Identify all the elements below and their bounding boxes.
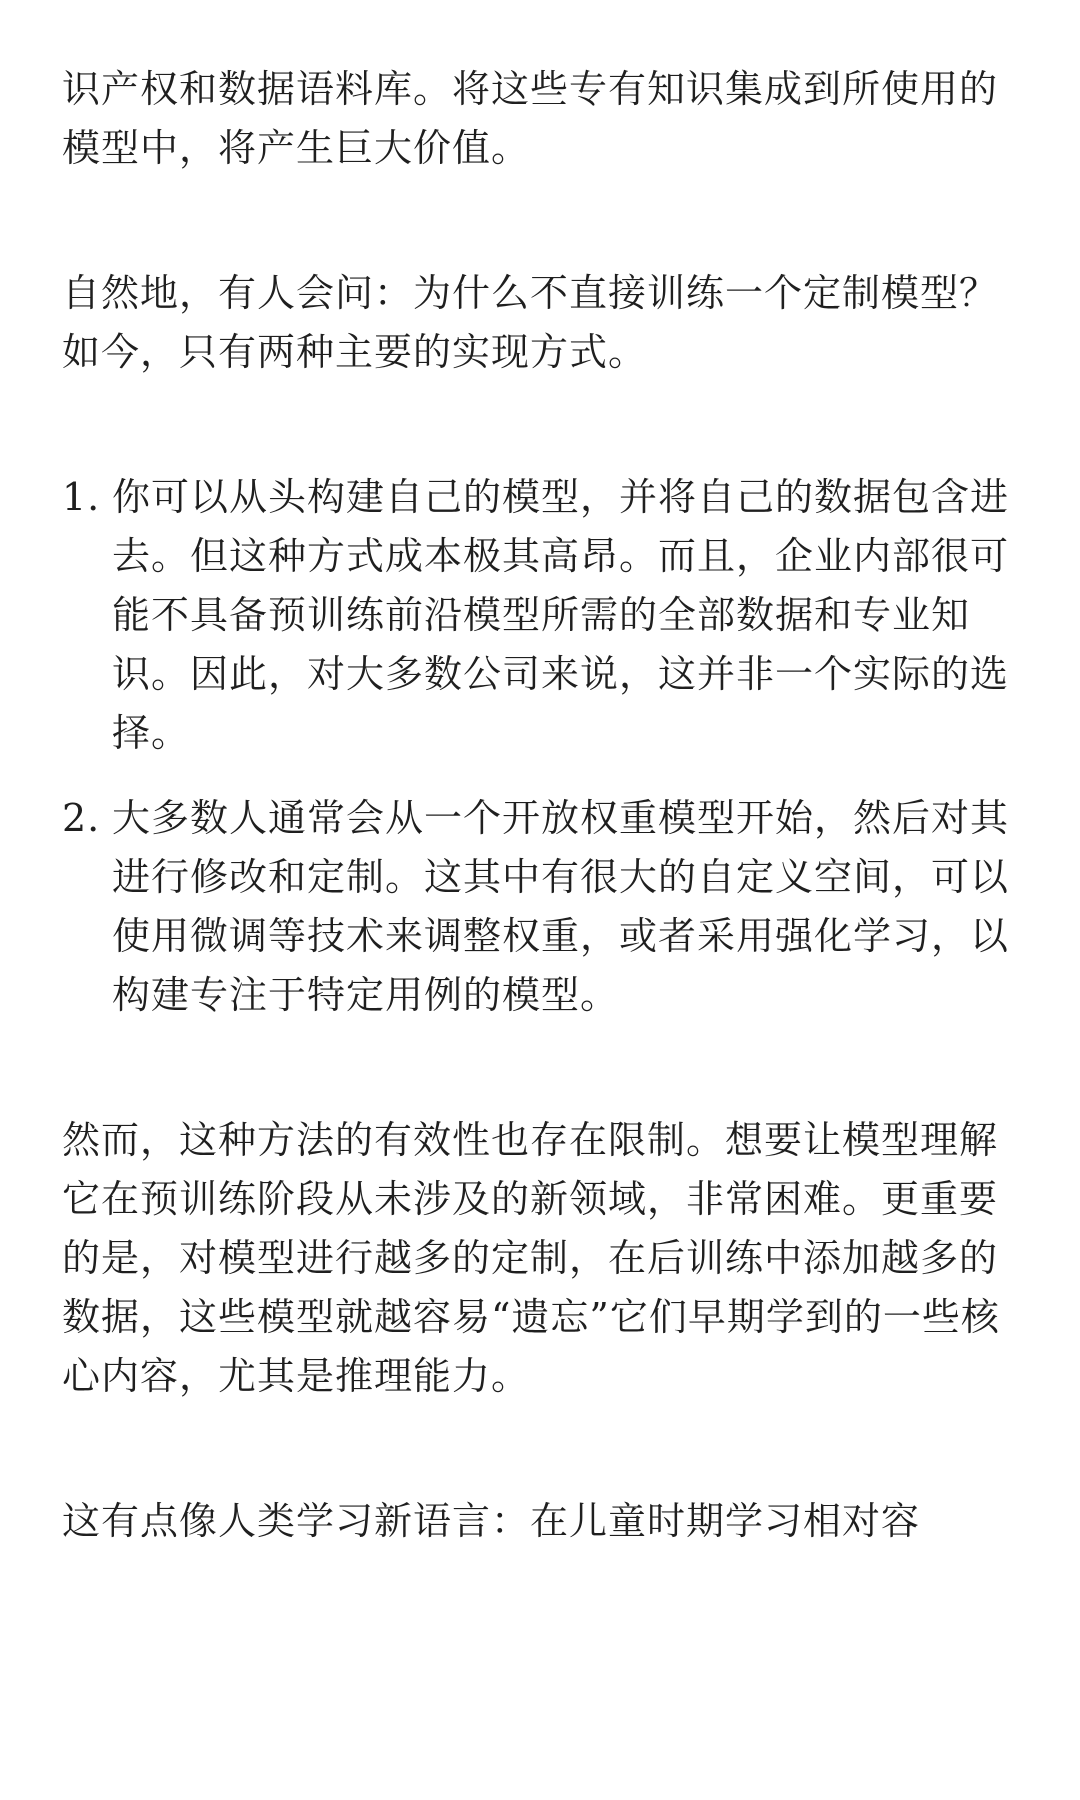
list-item-text: 你可以从头构建自己的模型，并将自己的数据包含进去。但这种方式成本极其高昂。而且，企业内部很可能不具备预训练前沿模型所需的全部数据和专业知识。因此，对大多数公司来说，这并非一个实际的选择。 <box>112 475 1010 755</box>
list-marker: 2. <box>62 796 101 840</box>
list-item-text: 大多数人通常会从一个开放权重模型开始，然后对其进行修改和定制。这其中有很大的自定义空间，可以使用微调等技术来调整权重，或者采用强化学习，以构建专注于特定用例的模型。 <box>112 796 1010 1017</box>
list-item <box>62 789 1022 1025</box>
paragraph-limitations: 然而，这种方法的有效性也存在限制。想要让模型理解它在预训练阶段从未涉及的新领域，非常困难。更重要的是，对模型进行越多的定制，在后训练中添加越多的数据，这些模型就越容易“遗忘”它们早期学到的一些核心内容，尤其是推理能力。 <box>62 1118 1000 1398</box>
list-item <box>62 468 1022 763</box>
numbered-list <box>62 468 1022 1025</box>
list-marker: 1. <box>62 475 101 519</box>
paragraph-analogy: 这有点像人类学习新语言：在儿童时期学习相对容 <box>62 1499 921 1543</box>
paragraph-question: 自然地，有人会问：为什么不直接训练一个定制模型？如今，只有两种主要的实现方式。 <box>62 271 999 374</box>
article-body <box>62 60 1022 1551</box>
paragraph-intro: 识产权和数据语料库。将这些专有知识集成到所使用的模型中，将产生巨大价值。 <box>62 67 999 170</box>
